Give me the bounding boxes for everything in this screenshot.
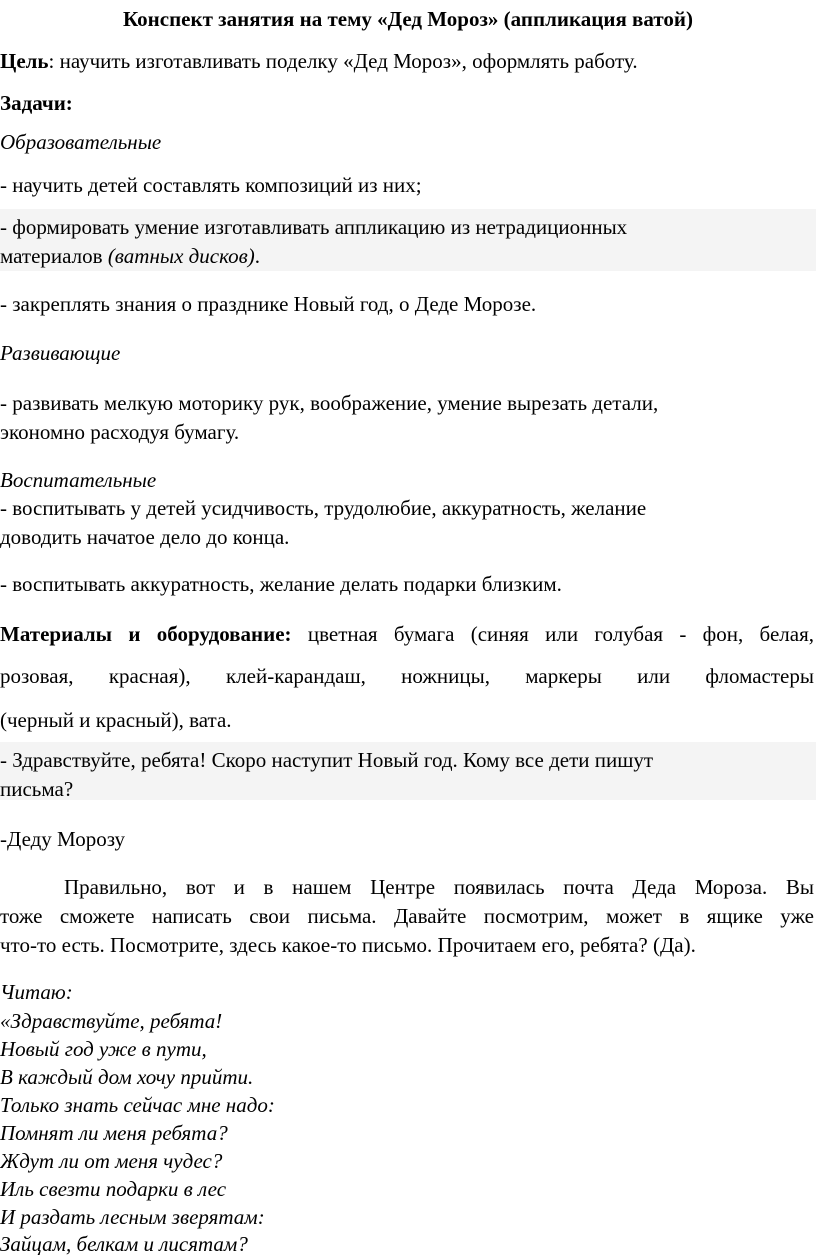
goal-line — [0, 47, 638, 76]
greeting-line-2: письма? — [0, 777, 74, 801]
upbringing-item-2: - воспитывать аккуратность, желание делать подарки близким. — [0, 572, 562, 596]
poem-line: Помнят ли меня ребята? — [0, 1121, 228, 1145]
poem-line: И раздать лесным зверятам: — [0, 1205, 265, 1229]
materials-line-2: розовая, красная), клей-карандаш, ножницы, маркеры или фломастеры — [0, 664, 814, 688]
educational-item-2-end: . — [254, 244, 260, 268]
paragraph-line-3: что-то есть. Посмотрите, здесь какое-то письмо. Прочитаем его, ребята? (Да). — [0, 933, 696, 957]
materials-label: Материалы и оборудование: — [0, 622, 292, 646]
goal-text: : научить изготавливать поделку «Дед Мороз», оформлять работу. — [48, 49, 638, 73]
poem-line: Новый год уже в пути, — [0, 1037, 207, 1061]
upbringing-heading: Воспитательные — [0, 468, 157, 492]
educational-heading: Образовательные — [0, 130, 162, 154]
greeting-line-1: - Здравствуйте, ребята! Скоро наступит Новый год. Кому все дети пишут — [0, 748, 654, 772]
educational-item-2-italic: (ватных дисков) — [107, 244, 255, 268]
upbringing-item-1-line-2: доводить начатое дело до конца. — [0, 525, 290, 549]
poem-intro: Читаю: — [0, 980, 73, 1004]
goal-label: Цель — [0, 49, 49, 73]
paragraph-line-2: тоже сможете написать свои письма. Давайте посмотрим, может в ящике уже — [0, 904, 814, 928]
educational-item-2-text: материалов — [0, 244, 108, 268]
upbringing-item-1-line-1: - воспитывать у детей усидчивость, трудолюбие, аккуратность, желание — [0, 496, 647, 520]
poem-line: В каждый дом хочу прийти. — [0, 1065, 254, 1089]
developing-item-1-line-2: экономно расходуя бумагу. — [0, 420, 240, 444]
developing-item-1-line-1: - развивать мелкую моторику рук, воображение, умение вырезать детали, — [0, 391, 659, 415]
poem-line: Только знать сейчас мне надо: — [0, 1093, 275, 1117]
poem-line: Зайцам, белкам и лисятам? — [0, 1232, 248, 1256]
developing-heading: Развивающие — [0, 341, 121, 365]
poem-line: Иль свезти подарки в лес — [0, 1177, 227, 1201]
poem-line: Ждут ли от меня чудес? — [0, 1149, 223, 1173]
materials-line-1 — [0, 620, 814, 649]
materials-line-3: (черный и красный), вата. — [0, 708, 232, 732]
poem-line: «Здравствуйте, ребята! — [0, 1009, 223, 1033]
educational-item-3: - закреплять знания о празднике Новый год, о Деде Морозе. — [0, 292, 537, 316]
educational-item-2-line-1: - формировать умение изготавливать аппликацию из нетрадиционных — [0, 215, 628, 239]
paragraph-line-1: Правильно, вот и в нашем Центре появилась почта Деда Мороза. Вы — [64, 875, 814, 899]
tasks-heading: Задачи: — [0, 91, 73, 115]
educational-item-2-line-2 — [0, 242, 260, 271]
materials-text: цветная бумага (синяя или голубая - фон, белая, — [291, 622, 814, 646]
educational-item-1: - научить детей составлять композиций из них; — [0, 173, 422, 197]
document-title: Конспект занятия на тему «Дед Мороз» (аппликация ватой) — [122, 7, 693, 31]
answer-line: -Деду Морозу — [0, 827, 126, 851]
